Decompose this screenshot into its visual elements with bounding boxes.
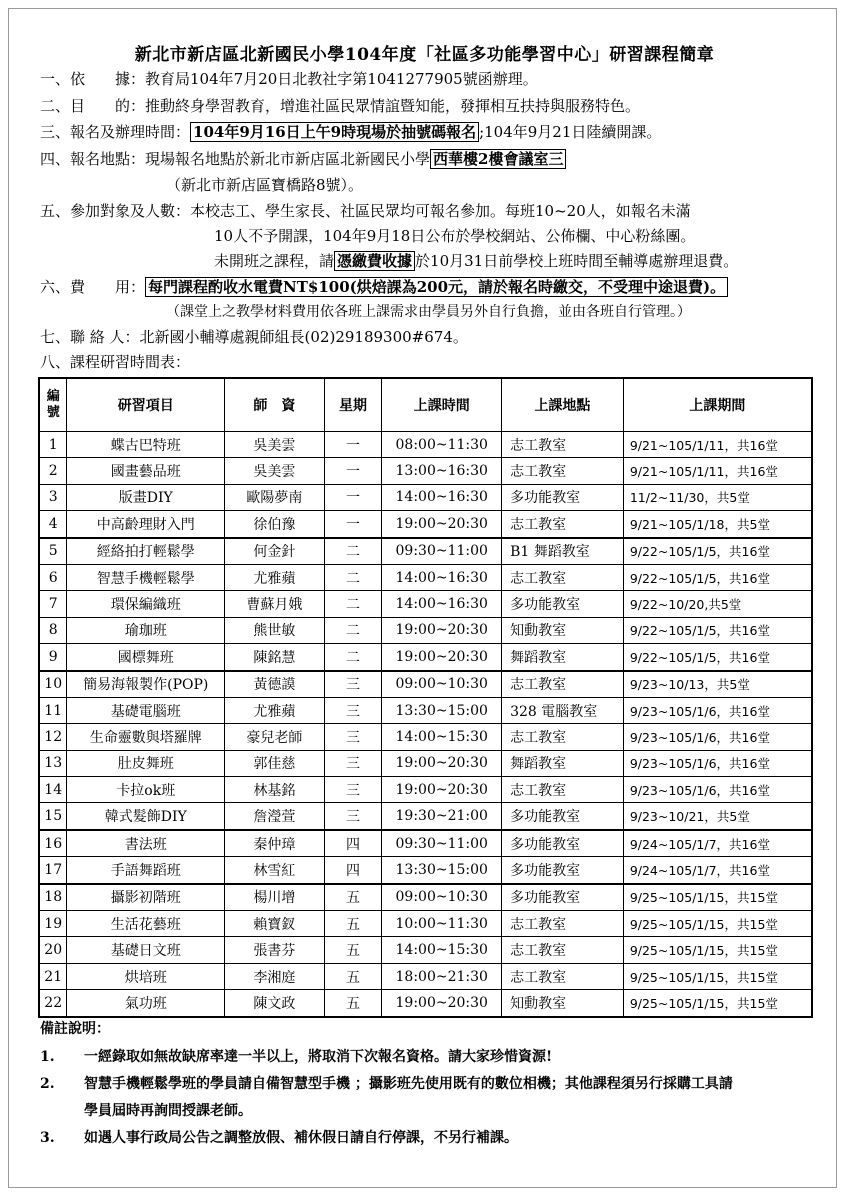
cell-weekday: 三 [324,671,382,698]
table-row [39,911,812,937]
cell-teacher: 曹蘇月娥 [225,591,325,617]
receipt-highlight: 憑繳費收據 [334,251,415,271]
cell-course: 氣功班 [67,990,225,1017]
cell-weekday: 二 [324,617,382,643]
item-schedule-heading: 八、課程研習時間表： [40,353,191,371]
cell-location: 知動教室 [502,990,624,1017]
table-row [39,591,812,617]
item-eligibility-refund [214,250,738,272]
cell-weekday: 五 [324,990,382,1017]
cell-course: 國標舞班 [67,644,225,671]
cell-weekday: 三 [324,724,382,750]
cell-period: 9/22~10/20,共5堂 [623,591,812,617]
table-row [39,884,812,911]
cell-course: 簡易海報製作(POP) [67,671,225,698]
cell-period: 9/23~10/21，共5堂 [623,803,812,830]
cell-number: 12 [39,724,67,750]
cell-number: 6 [39,564,67,590]
table-row [39,803,812,830]
item-purpose-label: 二、目 的： [40,97,146,115]
item-eligibility-label: 五、參加對象及人數： [40,202,191,220]
cell-number: 10 [39,671,67,698]
table-row [39,963,812,989]
cell-number: 22 [39,990,67,1017]
cell-time: 18:00~21:30 [382,963,502,989]
cell-location: 志工教室 [502,671,624,698]
registration-place-highlight: 西華樓2樓會議室三 [430,149,566,169]
cell-location: 志工教室 [502,432,624,458]
cell-period: 9/25~105/1/15，共15堂 [623,963,812,989]
cell-course: 中高齡理財入門 [67,511,225,538]
cell-course: 經絡拍打輕鬆學 [67,538,225,565]
table-row [39,484,812,510]
cell-period: 11/2~11/30，共5堂 [623,484,812,510]
registration-address: （新北市新店區寶橋路8號）。 [166,176,364,194]
cell-teacher: 楊川增 [225,884,325,911]
cell-weekday: 一 [324,511,382,538]
note-1 [40,1046,552,1066]
cell-weekday: 五 [324,884,382,911]
item-contact-label: 七、聯 絡 人： [40,328,140,346]
cell-time: 19:00~20:30 [382,990,502,1017]
table-row [39,777,812,803]
item-basis-label: 一、依 據： [40,70,146,88]
header-teacher: 師 資 [225,378,325,432]
cell-weekday: 三 [324,777,382,803]
cell-number: 8 [39,617,67,643]
cell-course: 書法班 [67,830,225,857]
table-row [39,432,812,458]
cell-teacher: 詹瀅萱 [225,803,325,830]
table-row [39,990,812,1017]
fee-note: （課堂上之教學材料費用依各班上課需求由學員另外自行負擔，並由各班自行管理。） [166,304,691,320]
cell-time: 13:30~15:00 [382,697,502,723]
cell-course: 智慧手機輕鬆學 [67,564,225,590]
table-row [39,511,812,538]
cell-teacher: 熊世敏 [225,617,325,643]
cell-teacher: 吳美雲 [225,432,325,458]
cell-weekday: 二 [324,644,382,671]
cell-course: 瑜珈班 [67,617,225,643]
cell-number: 18 [39,884,67,911]
cell-number: 17 [39,857,67,884]
cell-weekday: 三 [324,803,382,830]
cell-location: 多功能教室 [502,484,624,510]
cell-period: 9/22~105/1/5，共16堂 [623,644,812,671]
table-row [39,857,812,884]
item-purpose [40,95,640,117]
cell-period: 9/22~105/1/5，共16堂 [623,617,812,643]
cell-period: 9/23~105/1/6，共16堂 [623,777,812,803]
cell-teacher: 何金針 [225,538,325,565]
cell-time: 19:00~20:30 [382,511,502,538]
cell-number: 7 [39,591,67,617]
cell-location: 多功能教室 [502,803,624,830]
cell-teacher: 豪兒老師 [225,724,325,750]
table-row [39,697,812,723]
cell-teacher: 林雪紅 [225,857,325,884]
item-contact [40,326,468,348]
cell-teacher: 陳銘慧 [225,644,325,671]
cell-course: 手語舞蹈班 [67,857,225,884]
note-2-number: 2. [40,1076,55,1092]
cell-location: 志工教室 [502,937,624,963]
table-row [39,724,812,750]
cell-time: 19:00~20:30 [382,644,502,671]
table-row [39,644,812,671]
cell-course: 烘培班 [67,963,225,989]
table-row [39,564,812,590]
cell-time: 09:00~10:30 [382,671,502,698]
cell-number: 19 [39,911,67,937]
item-registration-place-label: 四、報名地點： [40,150,146,168]
cell-time: 19:00~20:30 [382,617,502,643]
item-basis-text: 教育局104年7月20日北教社字第1041277905號函辦理。 [145,70,538,88]
cell-teacher: 陳文政 [225,990,325,1017]
cell-time: 19:00~20:30 [382,777,502,803]
cell-period: 9/25~105/1/15，共15堂 [623,990,812,1017]
cell-time: 19:30~21:00 [382,803,502,830]
cell-weekday: 五 [324,963,382,989]
cell-location: 舞蹈教室 [502,644,624,671]
cell-course: 韓式髮飾DIY [67,803,225,830]
cell-teacher: 歐陽夢南 [225,484,325,510]
note-3 [40,1127,518,1147]
table-row [39,671,812,698]
cell-weekday: 三 [324,697,382,723]
cell-time: 08:00~11:30 [382,432,502,458]
cell-time: 09:00~10:30 [382,884,502,911]
item-basis [40,68,538,90]
header-course: 研習項目 [67,378,225,432]
cell-number: 21 [39,963,67,989]
cell-teacher: 賴寶釵 [225,911,325,937]
fee-highlight: 每門課程酌收水電費NT$100(烘焙課為200元，請於報名時繳交，不受理中途退費)。 [145,277,728,297]
cell-location: 328 電腦教室 [502,697,624,723]
cell-time: 13:30~15:00 [382,857,502,884]
cell-period: 9/23~10/13，共5堂 [623,671,812,698]
cell-location: 志工教室 [502,777,624,803]
cell-weekday: 二 [324,591,382,617]
cell-course: 版畫DIY [67,484,225,510]
note-3-text: 如遇人事行政局公告之調整放假、補休假日請自行停課，不另行補課。 [84,1130,518,1146]
table-row [39,458,812,484]
cell-period: 9/23~105/1/6，共16堂 [623,750,812,776]
cell-period: 9/25~105/1/15，共15堂 [623,911,812,937]
cell-number: 20 [39,937,67,963]
item-purpose-text: 推動終身學習教育，增進社區民眾情誼暨知能，發揮相互扶持與服務特色。 [145,97,641,115]
document-title: 新北市新店區北新國民小學104年度「社區多功能學習中心」研習課程簡章 [134,45,715,65]
note-1-number: 1. [40,1049,55,1065]
item-eligibility-text2: 10人不予開課，104年9月18日公布於學校網站、公佈欄、中心粉絲團。 [214,227,696,245]
cell-course: 環保編織班 [67,591,225,617]
item-fee-label: 六、費 用： [40,278,146,296]
cell-location: 知動教室 [502,617,624,643]
cell-time: 14:00~16:30 [382,564,502,590]
cell-teacher: 張書芬 [225,937,325,963]
cell-period: 9/21~105/1/11，共16堂 [623,432,812,458]
cell-teacher: 秦仲璋 [225,830,325,857]
cell-time: 13:00~16:30 [382,458,502,484]
cell-teacher: 黃德謨 [225,671,325,698]
header-location: 上課地點 [502,378,624,432]
table-row [39,830,812,857]
cell-course: 生命靈數與塔羅牌 [67,724,225,750]
cell-teacher: 李湘庭 [225,963,325,989]
cell-weekday: 二 [324,538,382,565]
cell-course: 基礎電腦班 [67,697,225,723]
cell-time: 10:00~11:30 [382,911,502,937]
cell-time: 09:30~11:00 [382,538,502,565]
refund-text-a: 未開班之課程，請 [214,252,335,270]
cell-teacher: 徐伯豫 [225,511,325,538]
table-row [39,937,812,963]
table-row [39,750,812,776]
cell-number: 9 [39,644,67,671]
cell-number: 15 [39,803,67,830]
cell-teacher: 尤雅蘋 [225,564,325,590]
cell-number: 2 [39,458,67,484]
cell-location: B1 舞蹈教室 [502,538,624,565]
header-weekday: 星期 [324,378,382,432]
cell-time: 09:30~11:00 [382,830,502,857]
cell-weekday: 一 [324,458,382,484]
item-eligibility [40,200,691,222]
item-eligibility-text1: 本校志工、學生家長、社區民眾均可報名參加。每班10~20人，如報名未滿 [190,202,691,220]
cell-location: 志工教室 [502,963,624,989]
cell-period: 9/25~105/1/15，共15堂 [623,884,812,911]
header-time: 上課時間 [382,378,502,432]
cell-course: 基礎日文班 [67,937,225,963]
cell-teacher: 林基銘 [225,777,325,803]
table-header-row [39,378,812,432]
cell-weekday: 一 [324,484,382,510]
cell-weekday: 五 [324,911,382,937]
cell-teacher: 尤雅蘋 [225,697,325,723]
cell-weekday: 四 [324,857,382,884]
cell-location: 志工教室 [502,458,624,484]
cell-period: 9/24~105/1/7，共16堂 [623,857,812,884]
table-row [39,617,812,643]
cell-number: 11 [39,697,67,723]
cell-location: 多功能教室 [502,884,624,911]
cell-location: 多功能教室 [502,591,624,617]
item-registration-time-text: ;104年9月21日陸續開課。 [479,123,662,141]
cell-period: 9/23~105/1/6，共16堂 [623,724,812,750]
cell-number: 4 [39,511,67,538]
item-registration-place [40,148,566,170]
cell-weekday: 一 [324,432,382,458]
note-2 [40,1073,733,1093]
cell-number: 16 [39,830,67,857]
note-3-number: 3. [40,1130,55,1146]
cell-course: 肚皮舞班 [67,750,225,776]
cell-time: 14:00~16:30 [382,591,502,617]
cell-location: 舞蹈教室 [502,750,624,776]
cell-course: 生活花藝班 [67,911,225,937]
note-2-text-a: 智慧手機輕鬆學班的學員請自備智慧型手機 ；攝影班先使用既有的數位相機；其他課程須另行採購工具請 [84,1076,733,1092]
cell-location: 志工教室 [502,911,624,937]
cell-location: 志工教室 [502,511,624,538]
cell-period: 9/22~105/1/5，共16堂 [623,538,812,565]
cell-number: 14 [39,777,67,803]
cell-location: 多功能教室 [502,857,624,884]
cell-period: 9/23~105/1/6，共16堂 [623,697,812,723]
cell-number: 1 [39,432,67,458]
cell-teacher: 吳美雲 [225,458,325,484]
cell-time: 19:00~20:30 [382,750,502,776]
refund-text-b: 於10月31日前學校上班時間至輔導處辦理退費。 [415,252,739,270]
cell-number: 3 [39,484,67,510]
item-registration-time [40,121,661,143]
cell-course: 卡拉ok班 [67,777,225,803]
header-period: 上課期間 [623,378,812,432]
cell-period: 9/25~105/1/15，共15堂 [623,937,812,963]
cell-location: 志工教室 [502,724,624,750]
cell-weekday: 五 [324,937,382,963]
course-schedule-table [38,377,813,1018]
cell-period: 9/21~105/1/11，共16堂 [623,458,812,484]
cell-course: 攝影初階班 [67,884,225,911]
table-row [39,538,812,565]
registration-time-highlight: 104年9月16日上午9時現場於抽號碼報名 [190,122,479,142]
cell-teacher: 郭佳慈 [225,750,325,776]
cell-number: 5 [39,538,67,565]
cell-period: 9/24~105/1/7，共16堂 [623,830,812,857]
cell-time: 14:00~15:30 [382,724,502,750]
cell-time: 14:00~16:30 [382,484,502,510]
notes-heading: 備註說明： [40,1021,110,1037]
cell-course: 國畫藝品班 [67,458,225,484]
item-registration-time-label: 三、報名及辦理時間： [40,123,191,141]
note-2-text-b: 學員屆時再詢問授課老師。 [84,1103,252,1119]
cell-period: 9/21~105/1/18，共5堂 [623,511,812,538]
cell-number: 13 [39,750,67,776]
cell-weekday: 三 [324,750,382,776]
note-1-text: 一經錄取如無故缺席率達一半以上，將取消下次報名資格。請大家珍惜資源! [84,1049,553,1065]
cell-weekday: 二 [324,564,382,590]
cell-period: 9/22~105/1/5，共16堂 [623,564,812,590]
cell-weekday: 四 [324,830,382,857]
cell-time: 14:00~15:30 [382,937,502,963]
cell-course: 蝶古巴特班 [67,432,225,458]
cell-location: 志工教室 [502,564,624,590]
item-contact-text: 北新國小輔導處親師組長(02)29189300#674。 [139,328,468,346]
item-registration-place-text: 現場報名地點於新北市新店區北新國民小學 [145,150,431,168]
cell-location: 多功能教室 [502,830,624,857]
header-number: 編 號 [39,378,67,432]
item-fee [40,276,728,298]
